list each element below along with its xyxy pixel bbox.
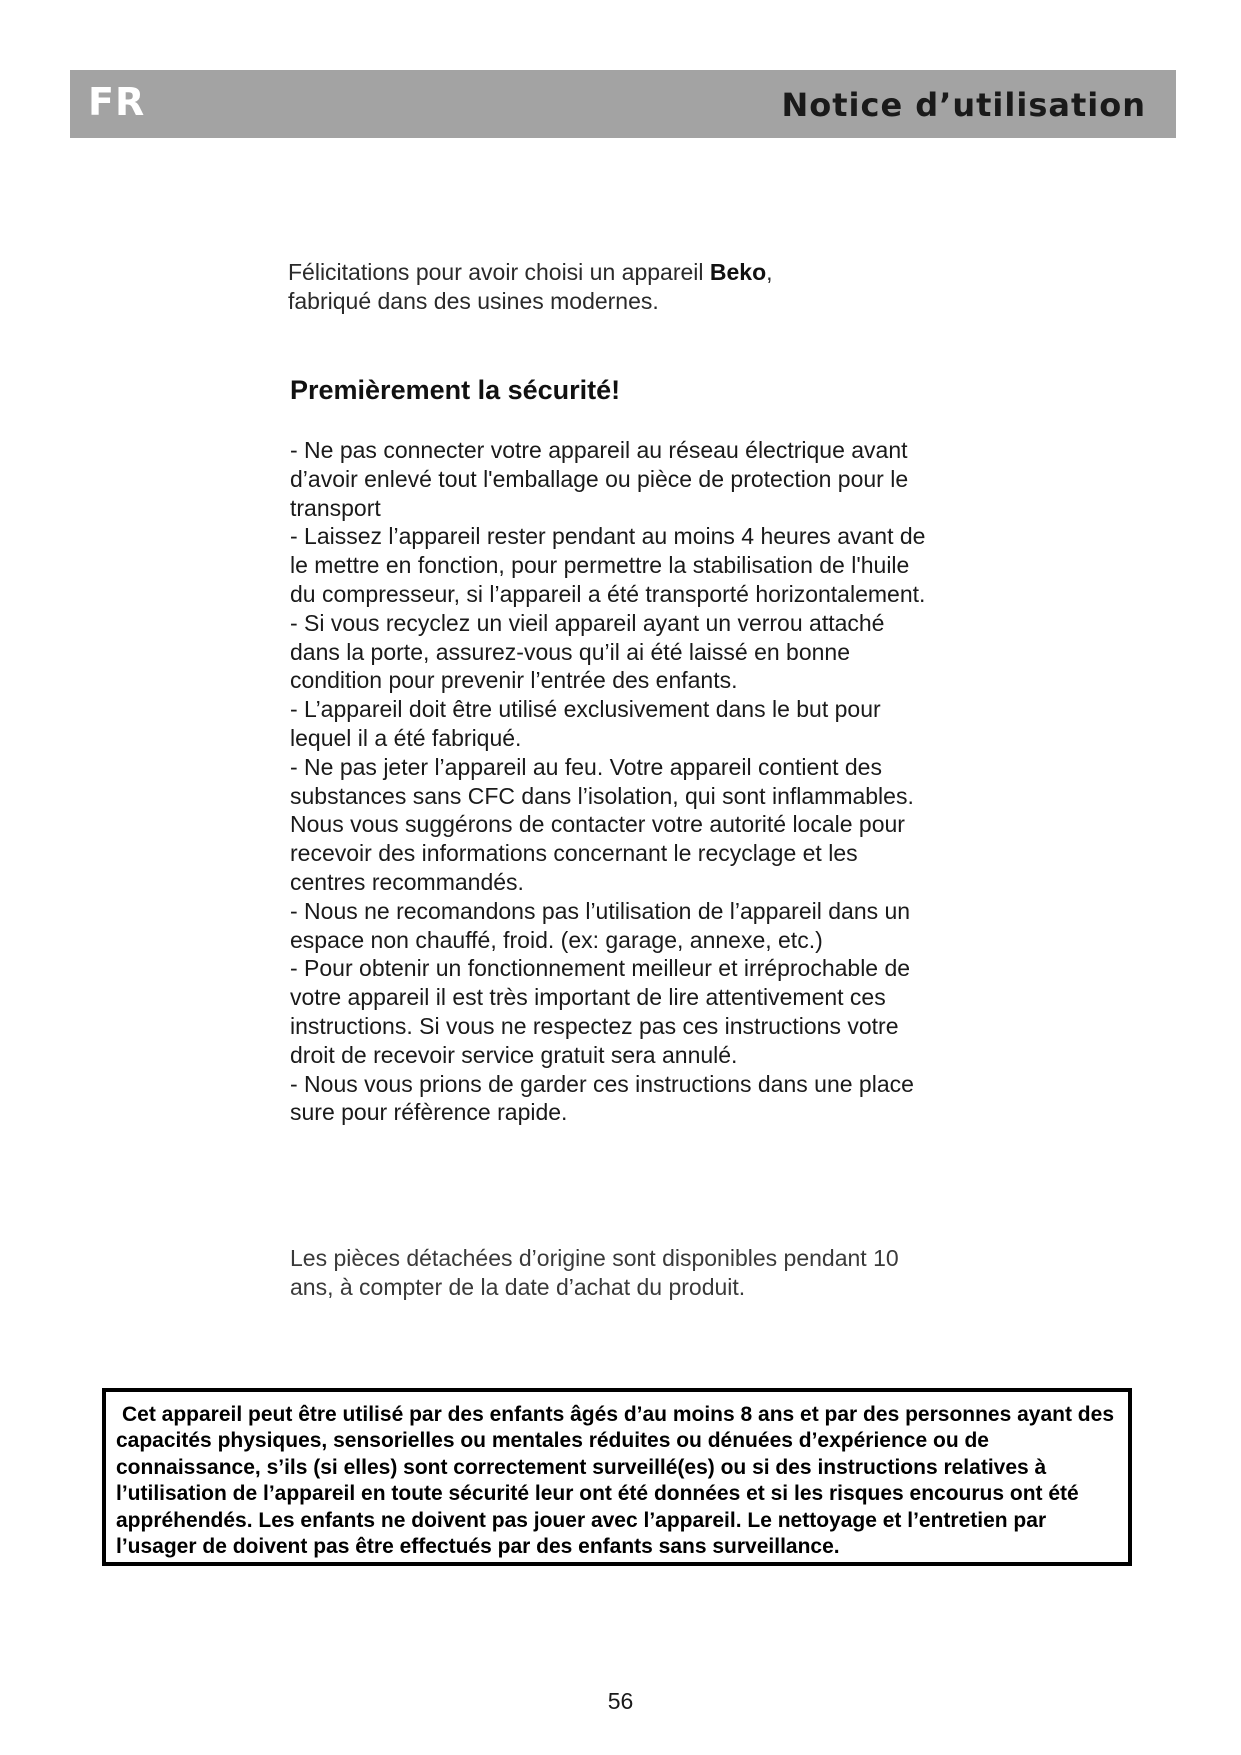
page-title: Notice d’utilisation xyxy=(781,86,1146,124)
intro-paragraph xyxy=(288,258,928,316)
safety-item: - Pour obtenir un fonctionnement meilleur et irréprochable de votre appareil il est très important de lire attentivement ces instructions. Si vous ne respectez pas ces instructions votre droit de recevoir service gratuit sera annulé. xyxy=(290,955,911,1068)
header-bar xyxy=(70,70,1176,138)
brand-name: Beko xyxy=(709,259,767,285)
safety-item: - Ne pas connecter votre appareil au réseau électrique avant d’avoir enlevé tout l'emballage ou pièce de protection pour le transport xyxy=(290,437,909,521)
page-number: 56 xyxy=(607,1688,634,1714)
safety-item: - Nous vous prions de garder ces instructions dans une place sure pour réfèrence rapide. xyxy=(290,1070,914,1126)
safety-instructions xyxy=(290,436,930,1127)
child-safety-warning-box xyxy=(102,1388,1132,1566)
spare-parts-note: Les pièces détachées d’origine sont disponibles pendant 10 ans, à compter de la date d’achat du produit. xyxy=(290,1245,899,1300)
safety-item: - Nous ne recomandons pas l’utilisation de l’appareil dans un espace non chauffé, froid. (ex: garage, annexe, etc.) xyxy=(290,897,911,953)
child-safety-warning-text: Cet appareil peut être utilisé par des enfants âgés d’au moins 8 ans et par des personnes ayant des capacités physiques, sensorielles ou mentales réduites ou dénuées d’expérience ou de connaissance, s’ils (si elles) sont correctement surveillé(es) ou si des instructions relatives à l’utilisation de l’appareil en toute sécurité leur ont été données et si les risques encourus ont été appréhendés. Les enfants ne doivent pas jouer avec l’appareil. Le nettoyage et l’entretien par l’usager de doivent pas être effectués par des enfants sans surveillance. xyxy=(116,1403,1114,1559)
safety-item: - L’appareil doit être utilisé exclusivement dans le but pour lequel il a été fabriqué. xyxy=(290,696,881,751)
intro-text-line2: fabriqué dans des usines modernes. xyxy=(288,288,659,314)
safety-item: - Laissez l’appareil rester pendant au moins 4 heures avant de le mettre en fonction, pour permettre la stabilisation de l'huile du compresseur, si l’appareil a été transporté horizontalement. xyxy=(290,523,926,607)
intro-comma: , xyxy=(766,259,773,285)
safety-heading: Premièrement la sécurité! xyxy=(290,375,621,405)
intro-text-start: Félicitations pour avoir choisi un appareil xyxy=(288,259,710,285)
language-code: FR xyxy=(88,80,146,124)
safety-item: - Si vous recyclez un vieil appareil ayant un verrou attaché dans la porte, assurez-vous qu’il ai été laissé en bonne condition pour prevenir l’entrée des enfants. xyxy=(290,609,885,694)
safety-item: - Ne pas jeter l’appareil au feu. Votre appareil contient des substances sans CFC dans l’isolation, qui sont inflammables. Nous vous suggérons de contacter votre autorité locale pour recevoir des informations concernant le recyclage et les centres recommandés. xyxy=(290,753,914,895)
